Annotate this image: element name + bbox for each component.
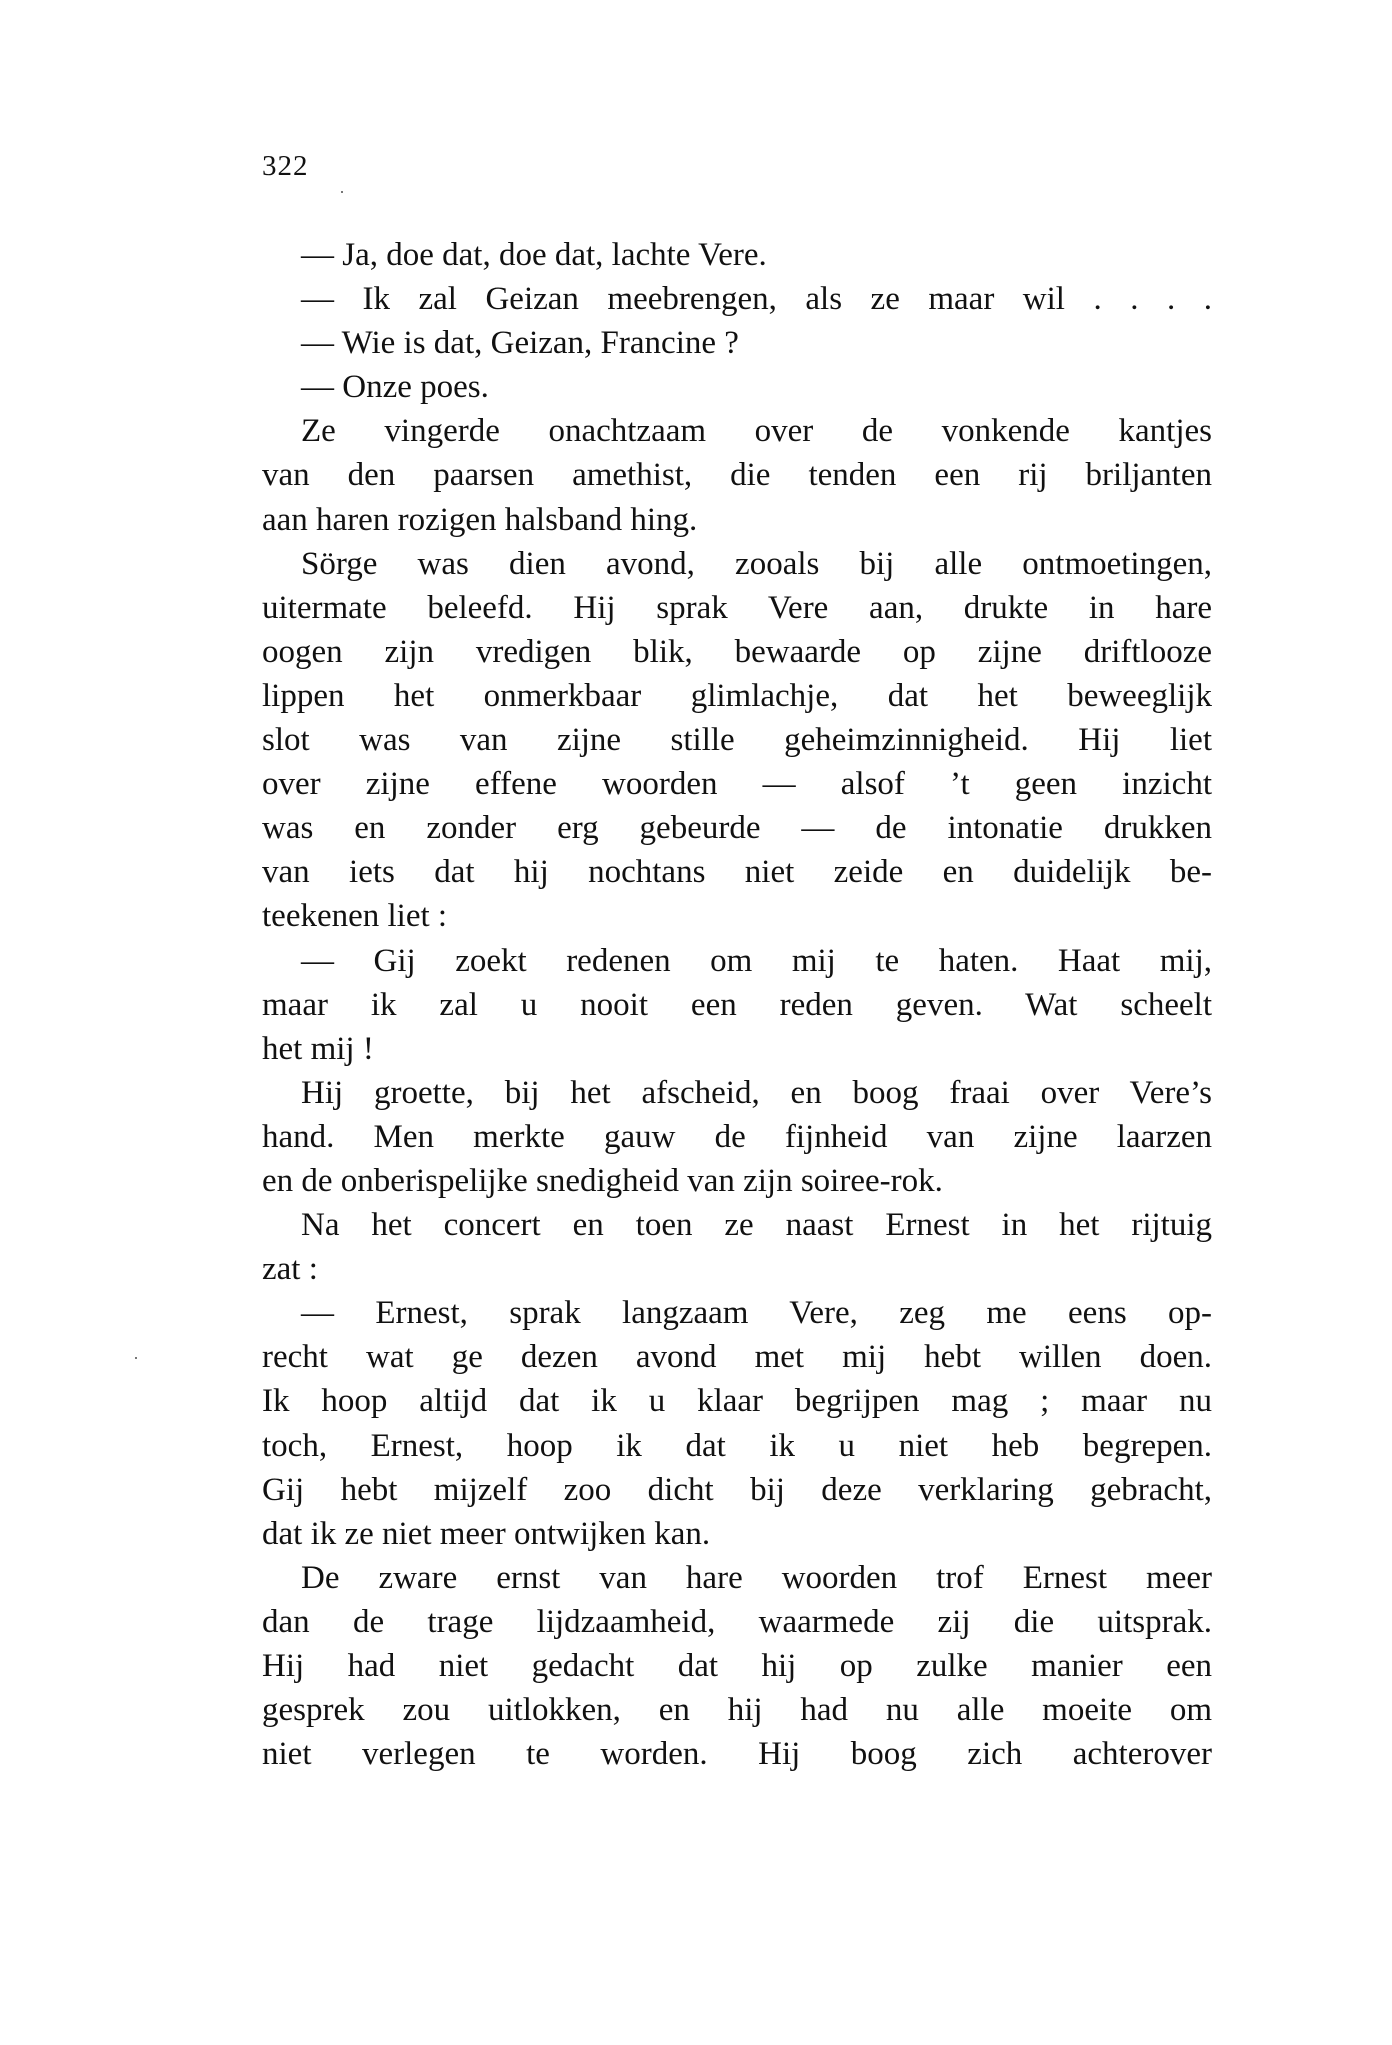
- text-line: niet verlegen te worden. Hij boog zich achterover: [262, 1736, 1212, 1773]
- page-number: 322: [262, 150, 309, 182]
- text-line: van den paarsen amethist, die tenden een rij briljanten: [262, 457, 1212, 494]
- text-line: was en zonder erg gebeurde — de intonatie drukken: [262, 810, 1212, 847]
- text-line: en de onberispelijke snedigheid van zijn soiree-rok.: [262, 1162, 943, 1199]
- text-line: slot was van zijne stille geheimzinnigheid. Hij liet: [262, 722, 1212, 759]
- text-line: lippen het onmerkbaar glimlachje, dat het beweeglijk: [262, 677, 1212, 714]
- text-line: Ik hoop altijd dat ik u klaar begrijpen mag ; maar nu: [262, 1383, 1212, 1420]
- text-line: Gij hebt mijzelf zoo dicht bij deze verklaring gebracht,: [262, 1471, 1212, 1508]
- text-line: over zijne effene woorden — alsof ’t geen inzicht: [262, 766, 1212, 803]
- text-line: Na het concert en toen ze naast Ernest in het rijtuig: [301, 1207, 1212, 1244]
- text-line: zat :: [262, 1251, 318, 1288]
- scan-speck: [341, 191, 343, 193]
- text-line: teekenen liet :: [262, 898, 448, 935]
- text-line: hand. Men merkte gauw de fijnheid van zijne laarzen: [262, 1118, 1212, 1155]
- text-line: dat ik ze niet meer ontwijken kan.: [262, 1515, 711, 1552]
- text-line: Sörge was dien avond, zooals bij alle ontmoetingen,: [301, 545, 1212, 582]
- text-line: Hij groette, bij het afscheid, en boog fraai over Vere’s: [301, 1074, 1212, 1111]
- text-line: van iets dat hij nochtans niet zeide en duidelijk be-: [262, 854, 1212, 891]
- text-line: oogen zijn vredigen blik, bewaarde op zijne driftlooze: [262, 633, 1212, 670]
- text-line: Ze vingerde onachtzaam over de vonkende kantjes: [301, 413, 1212, 450]
- text-line: gesprek zou uitlokken, en hij had nu alle moeite om: [262, 1692, 1212, 1729]
- text-line: — Gij zoekt redenen om mij te haten. Haat mij,: [301, 942, 1212, 979]
- text-line: uitermate beleefd. Hij sprak Vere aan, drukte in hare: [262, 589, 1212, 626]
- text-line: toch, Ernest, hoop ik dat ik u niet heb begrepen.: [262, 1427, 1212, 1464]
- text-line: De zware ernst van hare woorden trof Ernest meer: [301, 1559, 1212, 1596]
- body-text: [262, 233, 1212, 1776]
- text-line: aan haren rozigen halsband hing.: [262, 501, 698, 538]
- text-line: dan de trage lijdzaamheid, waarmede zij die uitsprak.: [262, 1603, 1212, 1640]
- text-line: — Ja, doe dat, doe dat, lachte Vere.: [301, 237, 767, 273]
- scan-speck: [135, 1357, 137, 1359]
- text-line: — Ik zal Geizan meebrengen, als ze maar wil . . . .: [301, 281, 1212, 318]
- text-line: het mij !: [262, 1030, 374, 1067]
- text-line: — Onze poes.: [301, 369, 489, 406]
- text-line: maar ik zal u nooit een reden geven. Wat scheelt: [262, 986, 1212, 1023]
- text-line: — Ernest, sprak langzaam Vere, zeg me eens op-: [301, 1295, 1212, 1332]
- text-line: — Wie is dat, Geizan, Francine ?: [301, 325, 739, 362]
- text-line: Hij had niet gedacht dat hij op zulke manier een: [262, 1648, 1212, 1684]
- text-line: recht wat ge dezen avond met mij hebt willen doen.: [262, 1339, 1212, 1376]
